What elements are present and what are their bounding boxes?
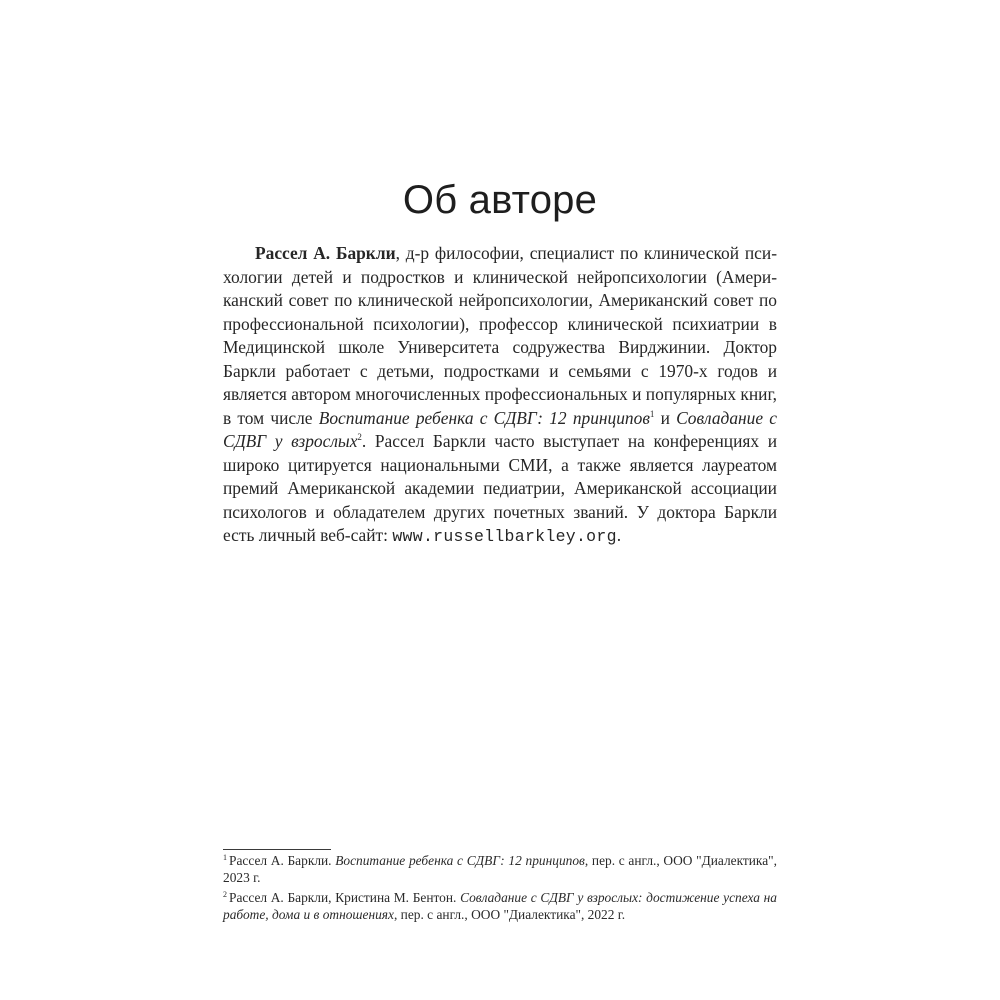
- footnote-author: Рассел А. Баркли.: [229, 853, 336, 868]
- footnote-author: Рассел А. Баркли, Кристина М. Бентон.: [229, 890, 461, 905]
- author-bio-paragraph: [223, 242, 777, 549]
- website-link[interactable]: www.russellbarkley.org: [392, 527, 617, 546]
- footnote-1: [223, 852, 777, 886]
- footnote-divider: [223, 849, 331, 850]
- footnote-mark: 1: [223, 852, 227, 862]
- footnote-mark: 2: [223, 889, 227, 899]
- footnote-ref-2[interactable]: 2: [357, 432, 362, 443]
- page-title: Об авторе: [402, 178, 598, 222]
- footnote-book-title: Воспитание ребенка с СДВГ: 12 принципов: [335, 853, 585, 868]
- footnote-2: [223, 889, 777, 923]
- footnote-book-title: Совладание с СДВГ у взрослых: достижение успеха на работе, дома и в отношениях: [223, 890, 777, 922]
- bio-text-part-1: , д-р философии, специалист по клинической психологии детей и подростков и клинической нейропсихологии (Американский совет по клинической нейропсихологии, Американский совет по профессиональной психологии), профессор клинической психиатрии в Медицинской школе Университета содружества Вирджинии. Доктор Баркли работает с детьми, подростками и семьями с 1970-х годов и является автором многочисленных профессиональных и популярных книг, в том числе: [223, 243, 777, 428]
- footnotes-section: [223, 852, 777, 926]
- book-title-1: Воспитание ребенка с СДВГ: 12 принципов: [318, 407, 650, 428]
- footnote-ref-1[interactable]: 1: [649, 408, 655, 419]
- footnote-details: , пер. с англ., ООО "Диалектика", 2022 г.: [393, 907, 626, 922]
- bio-text-part-2: и: [654, 407, 677, 428]
- author-name: Рассел А. Баркли: [255, 243, 396, 263]
- bio-text-end: .: [616, 525, 622, 545]
- footnote-details: , пер. с англ., ООО "Диалектика", 2023 г.: [223, 853, 777, 885]
- book-title-2: Совладание с СДВГ у взрослых: [223, 407, 777, 451]
- bio-text-part-3: . Рассел Баркли часто выступает на конференциях и широко цитируется национальными СМИ, а также является лауреатом премий Американской академии педиатрии, Американской ассоциации психологов и обладателем других почетных званий. У доктора Баркли есть личный веб-сайт:: [223, 431, 777, 545]
